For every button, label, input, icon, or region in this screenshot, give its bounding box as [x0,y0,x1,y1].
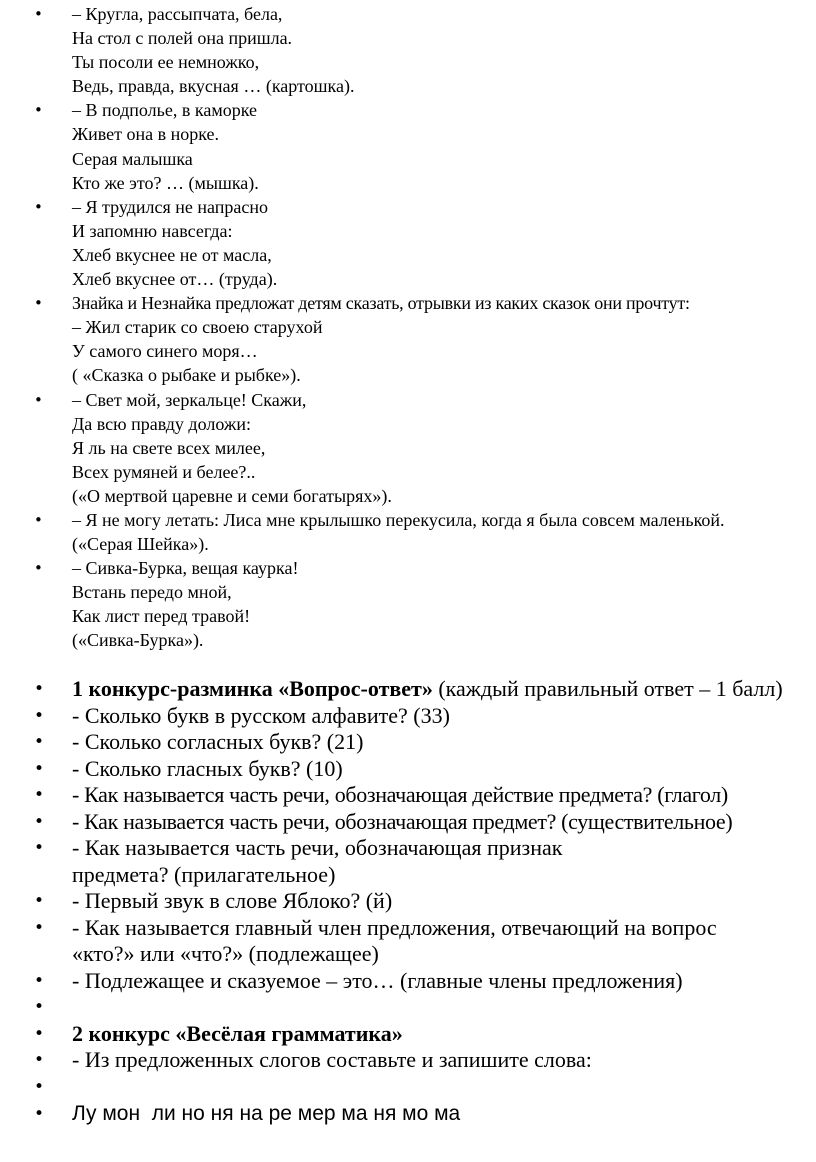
text-line: • – Свет мой, зеркальце! Скажи, [72,389,307,410]
text-line: • – Кругла, рассыпчата, бела, [72,4,283,24]
text-line: («Сивка-Бурка»). [72,630,204,651]
question-text: • - Подлежащее и сказуемое – это… (главные члены предложения) [72,967,683,993]
contest-list [10,676,816,1128]
fairy-tale-item [10,291,816,387]
question-text: • - Как называется часть речи, обозначающая признак предмета? (прилагательное) [72,835,563,887]
text-line: ( «Сказка о рыбаке и рыбке»). [72,365,301,386]
question-item [10,968,816,995]
text-line: («Серая Шейка»). [72,534,209,555]
text-line: Хлеб вкуснее от… (труда). [72,269,278,290]
text-line: («О мертвой царевне и семи богатырях»). [72,485,392,506]
text-line: Хлеб вкуснее не от масла, [72,244,272,265]
text-line: Да всю правду доложи: [72,413,251,434]
question-item [10,835,816,888]
riddle-item [10,2,816,98]
riddle-item [10,195,816,291]
question-item [10,756,816,783]
fairy-tale-item [10,508,816,556]
question-text: • - Первый звук в слове Яблоко? (й) [72,888,393,913]
contest-title: 1 конкурс-разминка «Вопрос-ответ» [72,676,433,701]
question-text: • - Сколько букв в русском алфавите? (33) [72,702,450,728]
text-line: Живет она в норке. [72,124,220,145]
text-line: Ты посоли ее немножко, [72,52,260,73]
riddle-item [10,98,816,194]
question-text: • - Как называется часть речи, обозначающая действие предмета? (глагол) [72,782,728,807]
question-text: • - Как называется часть речи, обозначающая предмет? (существительное) [72,808,733,834]
text-line: – Жил старик со своею старухой [72,317,323,338]
text-line: • Знайка и Незнайка предложат детям сказать, отрывки из каких сказок они прочтут: [72,293,690,314]
text-line: • – Сивка-Бурка, вещая каурка! [72,558,299,579]
text-line: Всех румяней и белее?.. [72,461,256,482]
question-item [10,729,816,756]
instruction-item [10,1047,816,1074]
fairy-tale-item [10,556,816,652]
question-item [10,888,816,915]
fairy-tale-item [10,388,816,508]
text-line: И запомню навсегда: [72,220,233,241]
contest-title: • 2 конкурс «Весёлая грамматика» [72,1020,403,1046]
text-line: • – Я трудился не напрасно [72,196,269,217]
question-item [10,782,816,809]
text-line: • – Я не могу летать: Лиса мне крылышко перекусила, когда я была совсем маленькой. [72,509,725,530]
contest-heading [10,676,816,703]
question-item [10,915,816,968]
question-text: • - Как называется главный член предложения, отвечающий на вопрос «кто?» или «что?» (подлежащее) [72,914,717,966]
question-item [10,809,816,836]
contest-note: (каждый правильный ответ – 1 балл) [432,676,783,701]
riddles-list [10,2,816,653]
question-text: • - Сколько гласных букв? (10) [72,755,343,781]
text-line: Я ль на свете всех милее, [72,437,266,458]
syllables-text: • Лу мон ли но ня на ре мер ма ня мо ма [72,1102,461,1125]
text-line: На стол с полей она пришла. [72,28,293,49]
text-line: • – В подполье, в каморке [72,100,257,121]
empty-list-item [10,994,816,1021]
empty-list-item [10,1074,816,1101]
text-line: Кто же это? … (мышка). [72,172,259,193]
contest-heading-text [72,676,802,703]
question-item [10,703,816,730]
question-text: • - Сколько согласных букв? (21) [72,729,364,754]
contest-heading [10,1021,816,1048]
text-line: Как лист перед травой! [72,606,251,627]
text-line: Ведь, правда, вкусная … (картошка). [72,76,355,97]
instruction-text: • - Из предложенных слогов составьте и запишите слова: [72,1047,592,1072]
syllables-item [10,1100,816,1128]
text-line: У самого синего моря… [72,341,258,362]
text-line: Серая малышка [72,148,193,169]
text-line: Встань передо мной, [72,582,232,603]
